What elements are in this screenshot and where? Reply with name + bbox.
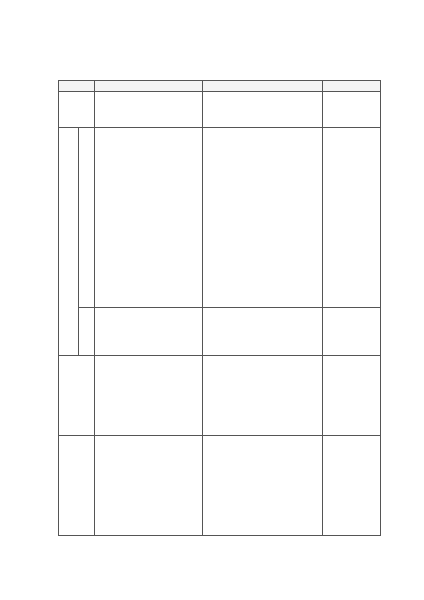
- approval-table: [58, 80, 381, 536]
- column-header-requirement: [95, 81, 203, 92]
- row-implementation: [203, 92, 323, 128]
- row-category: [59, 356, 95, 436]
- column-header-status: [323, 81, 381, 92]
- table-row: [59, 92, 381, 128]
- row-requirement: [95, 436, 203, 536]
- table-row: [59, 308, 381, 356]
- row-requirement: [95, 128, 203, 308]
- table-header: [59, 81, 381, 92]
- row-category: [59, 92, 95, 128]
- row-status: [323, 308, 381, 356]
- row-requirement: [95, 356, 203, 436]
- row-subcategory: [79, 308, 95, 356]
- row-requirement: [95, 308, 203, 356]
- row-requirement: [95, 92, 203, 128]
- row-status: [323, 356, 381, 436]
- row-subcategory: [79, 128, 95, 308]
- row-status: [323, 92, 381, 128]
- row-implementation: [203, 128, 323, 308]
- row-category: [59, 436, 95, 536]
- table-row: [59, 356, 381, 436]
- row-category: [59, 128, 79, 356]
- row-status: [323, 128, 381, 308]
- row-implementation: [203, 436, 323, 536]
- row-status: [323, 436, 381, 536]
- table-row: [59, 128, 381, 308]
- row-implementation: [203, 356, 323, 436]
- column-header-implementation: [203, 81, 323, 92]
- table-row: [59, 436, 381, 536]
- row-implementation: [203, 308, 323, 356]
- column-header-category: [59, 81, 95, 92]
